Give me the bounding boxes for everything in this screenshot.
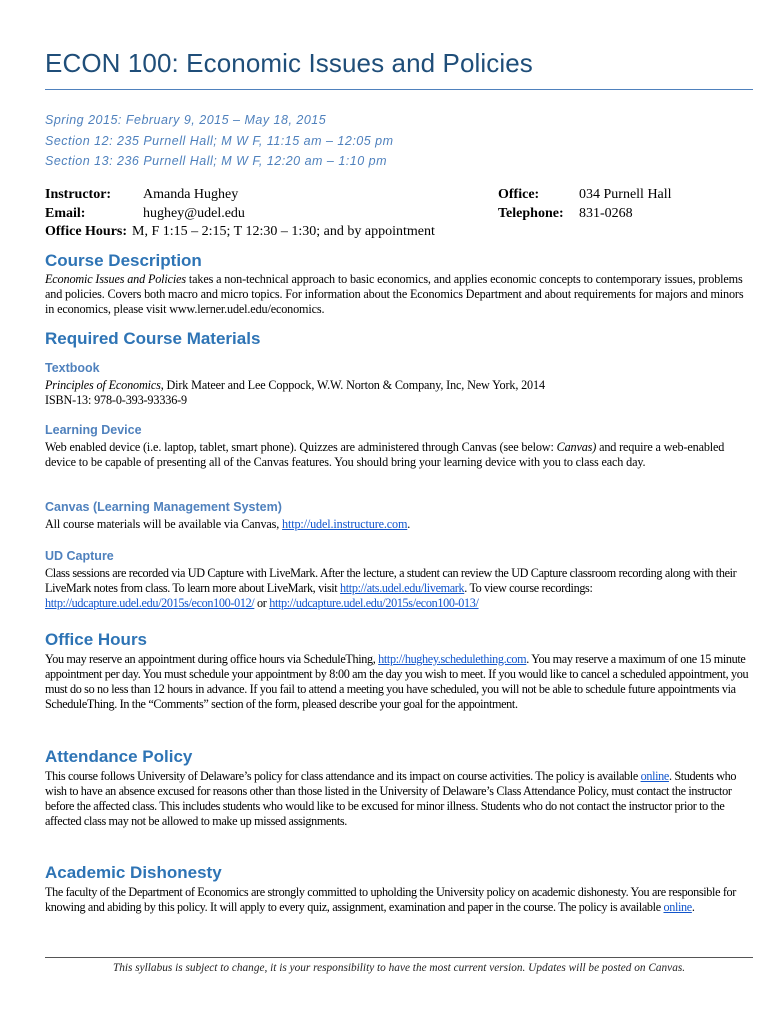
course-description-section	[45, 250, 753, 317]
ud-capture-heading: UD Capture	[45, 549, 114, 563]
footer-divider	[45, 957, 753, 958]
dishonesty-policy-link[interactable]: online	[663, 900, 692, 914]
attendance-heading: Attendance Policy	[45, 747, 193, 766]
dishonesty-heading: Academic Dishonesty	[45, 863, 222, 882]
canvas-link[interactable]: http://udel.instructure.com	[282, 517, 408, 531]
dishonesty-text: The faculty of the Department of Economics are strongly committed to upholding the University policy on academic dishonesty. You are responsible for knowing and abiding by this policy. It will apply to every quiz, assignment, examination and paper in the course. The policy is available online.	[45, 885, 737, 914]
textbook-section	[45, 359, 753, 408]
canvas-heading: Canvas (Learning Management System)	[45, 500, 282, 514]
livemark-link[interactable]: http://ats.udel.edu/livemark	[340, 581, 465, 595]
ud-capture-text: Class sessions are recorded via UD Capture with LiveMark. After the lecture, a student can review the UD Capture classroom recording along with their LiveMark notes from class. To learn more about LiveMark, visit http://ats.udel.edu/livemark. To view course recordings: http://udcapture.udel.edu/2015s/econ100-012/ or http://udcapture.udel.edu/2015s/econ100-013/	[45, 566, 737, 610]
email-label: Email:	[45, 205, 86, 221]
office-info	[498, 186, 672, 223]
ud-capture-section	[45, 547, 753, 611]
office-hours-label: Office Hours:	[45, 224, 128, 239]
office-hours-text: You may reserve an appointment during office hours via ScheduleThing, http://hughey.schedulething.com. You may reserve a maximum of one 15 minute appointment per day. You must schedule your appointment by 8:00 am the day you wish to meet. If you would like to cancel a scheduled appointment, you must do so no less than 12 hours in advance. If you fail to attend a meeting you have scheduled, you will not be able to schedule future appointments via ScheduleThing. In the “Comments” section of the form, pleased describe your goal for the appointment.	[45, 652, 749, 711]
office-value: 034 Purnell Hall	[579, 187, 672, 202]
learning-device-text: Web enabled device (i.e. laptop, tablet, smart phone). Quizzes are administered through Canvas (see below: Canvas) and require a web-enabled device to be capable of presenting all of the Canvas features. You should bring your learning device with you to class each day.	[45, 440, 725, 469]
instructor-label: Instructor:	[45, 187, 112, 202]
attendance-policy-link[interactable]: online	[640, 769, 669, 783]
office-hours-section	[45, 629, 753, 712]
canvas-section	[45, 498, 753, 532]
recordings-013-link[interactable]: http://udcapture.udel.edu/2015s/econ100-013/	[269, 596, 479, 610]
attendance-section	[45, 746, 753, 829]
footer-note: This syllabus is subject to change, it is your responsibility to have the most current version. Updates will be posted on Canvas.	[112, 962, 686, 974]
instructor-email: hughey@udel.edu	[143, 205, 245, 221]
textbook-citation: Principles of Economics, Dirk Mateer and Lee Coppock, W.W. Norton & Company, Inc, New York, 2014	[45, 378, 545, 392]
office-hours-value: M, F 1:15 – 2:15; T 12:30 – 1:30; and by appointment	[132, 224, 435, 239]
recordings-012-link[interactable]: http://udcapture.udel.edu/2015s/econ100-012/	[45, 596, 255, 610]
term-dates: Spring 2015: February 9, 2015 – May 18, 2015	[45, 113, 327, 127]
page-title: ECON 100: Economic Issues and Policies	[45, 48, 533, 78]
telephone-label: Telephone:	[498, 205, 564, 221]
learning-device-section	[45, 421, 753, 470]
section-12-info: Section 12: 235 Purnell Hall; M W F, 11:15 am – 12:05 pm	[45, 133, 394, 148]
textbook-heading: Textbook	[45, 361, 100, 375]
office-hours-heading: Office Hours	[45, 630, 148, 649]
course-description-heading: Course Description	[45, 251, 202, 270]
canvas-text: All course materials will be available via Canvas, http://udel.instructure.com.	[45, 517, 411, 531]
materials-heading: Required Course Materials	[45, 329, 261, 348]
section-13-info: Section 13: 236 Purnell Hall; M W F, 12:20 am – 1:10 pm	[45, 154, 388, 168]
office-label: Office:	[498, 187, 540, 202]
course-description-text: Economic Issues and Policies takes a non-technical approach to basic economics, and applies economic concepts to contemporary issues, problems and policies. Covers both macro and micro topics. For information about the Economics Department and about requirements for majors and minors in economics, please visit www.lerner.udel.edu/economics.	[45, 272, 744, 316]
telephone-value: 831-0268	[579, 205, 633, 221]
title-divider	[45, 89, 753, 90]
textbook-isbn: ISBN-13: 978-0-393-93336-9	[45, 393, 187, 407]
schedulething-link[interactable]: http://hughey.schedulething.com	[378, 652, 527, 666]
instructor-info	[45, 186, 435, 242]
instructor-name: Amanda Hughey	[143, 187, 239, 202]
attendance-text: This course follows University of Delaware’s policy for class attendance and its impact on course activities. The policy is available online. Students who wish to have an absence excused for reasons other than those listed in the University of Delaware’s Class Attendance Policy, must contact the instructor before the affected class. This includes students who would like to be excused for minor illness. Students who do not contact the instructor prior to the affected class may not be allowed to make up missed assignments.	[45, 769, 737, 828]
materials-section	[45, 328, 753, 350]
dishonesty-section	[45, 862, 753, 915]
learning-device-heading: Learning Device	[45, 423, 142, 437]
term-info	[45, 110, 394, 172]
